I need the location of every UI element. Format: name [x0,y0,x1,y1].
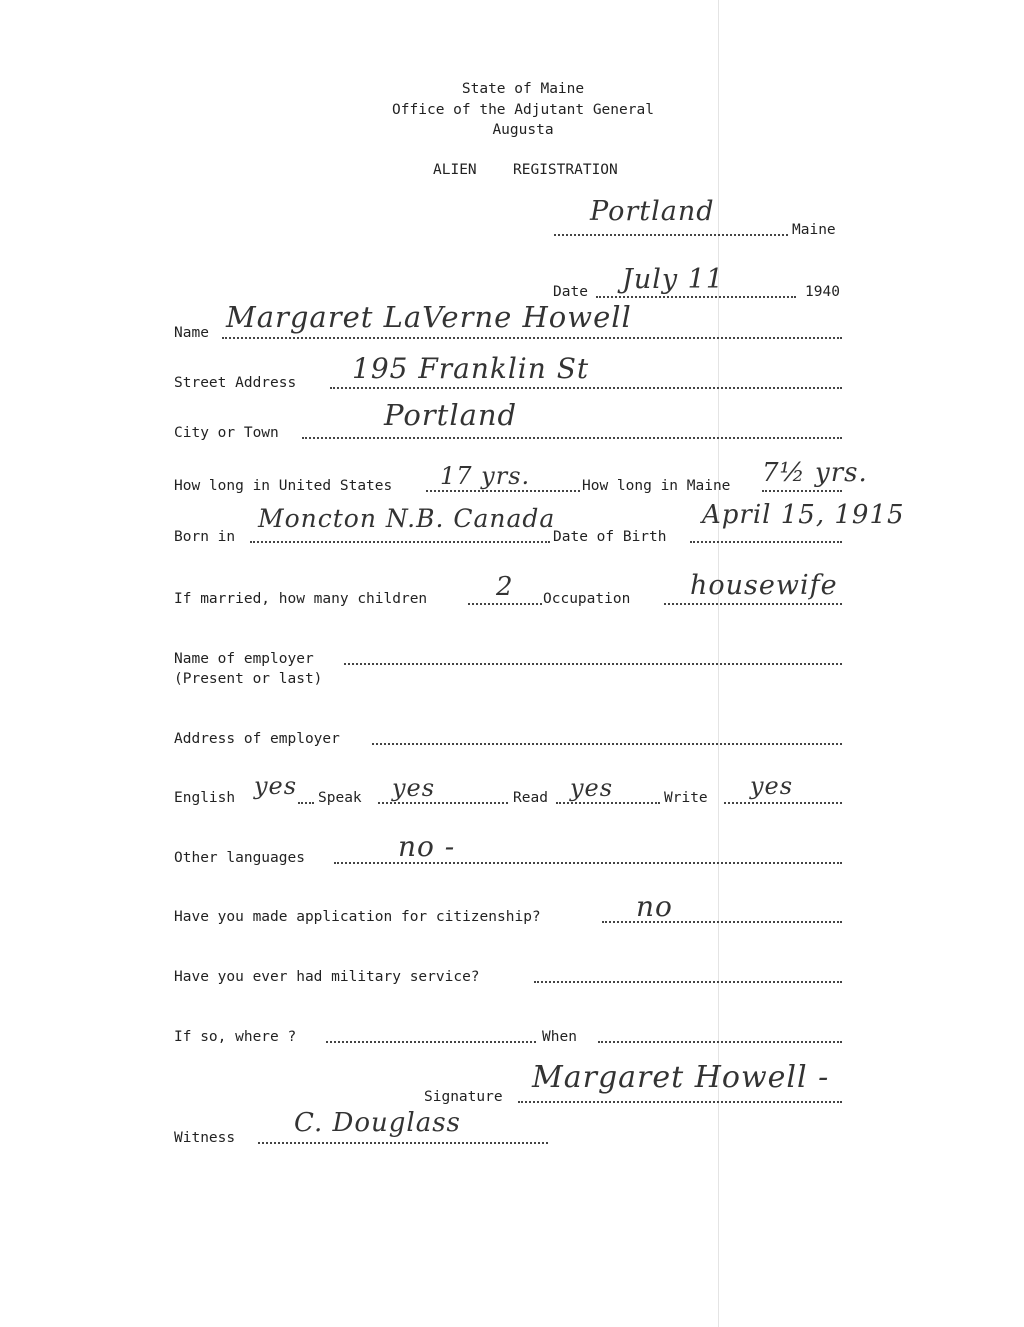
city-value: Portland [384,398,518,432]
how-long-us-label: How long in United States [174,478,393,494]
date-year: 1940 [805,284,840,300]
header-state: State of Maine [461,81,585,97]
children-label: If married, how many children [174,591,428,607]
witness-label: Witness [174,1130,236,1146]
signature-value: Margaret Howell - [532,1060,830,1095]
header-office: Office of the Adjutant General [392,102,654,118]
citizenship-value: no [636,890,673,923]
occupation-value: housewife [690,570,838,601]
when-label: When [542,1029,577,1045]
date-label: Date [553,284,588,300]
city-label: City or Town [174,425,279,441]
speak-label: Speak [318,790,362,806]
where-label: If so, where ? [174,1029,297,1045]
place-value: Portland [590,196,715,227]
born-label: Born in [174,529,236,545]
street-value: 195 Franklin St [352,352,590,385]
street-label: Street Address [174,375,297,391]
name-value: Margaret LaVerne Howell [226,300,632,334]
form-title-alien: ALIEN [433,162,477,178]
how-long-maine-label: How long in Maine [582,478,731,494]
english-value: yes [254,772,298,800]
speak-value: yes [392,774,436,802]
dob-label: Date of Birth [553,529,667,545]
header-city: Augusta [492,122,554,138]
name-label: Name [174,325,209,341]
how-long-us-value: 17 yrs. [440,462,531,490]
read-value: yes [570,774,614,802]
employer-address-label: Address of employer [174,731,340,747]
place-suffix: Maine [792,222,836,238]
write-value: yes [750,772,794,800]
witness-value: C. Douglass [294,1108,461,1138]
other-languages-label: Other languages [174,850,305,866]
english-label: English [174,790,236,806]
occupation-label: Occupation [543,591,631,607]
employer-label: Name of employer [174,651,314,667]
citizenship-label: Have you made application for citizenship? [174,909,541,925]
form-title-registration: REGISTRATION [513,162,618,178]
other-languages-value: no - [398,830,456,863]
employer-sublabel: (Present or last) [174,671,323,687]
signature-label: Signature [424,1089,503,1105]
write-label: Write [664,790,708,806]
children-value: 2 [496,572,514,602]
military-label: Have you ever had military service? [174,969,480,985]
read-label: Read [513,790,548,806]
date-value: July 11 [622,264,725,295]
dob-value: April 15, 1915 [702,500,905,530]
born-value: Moncton N.B. Canada [258,504,556,533]
how-long-maine-value: 7½ yrs. [762,458,868,488]
